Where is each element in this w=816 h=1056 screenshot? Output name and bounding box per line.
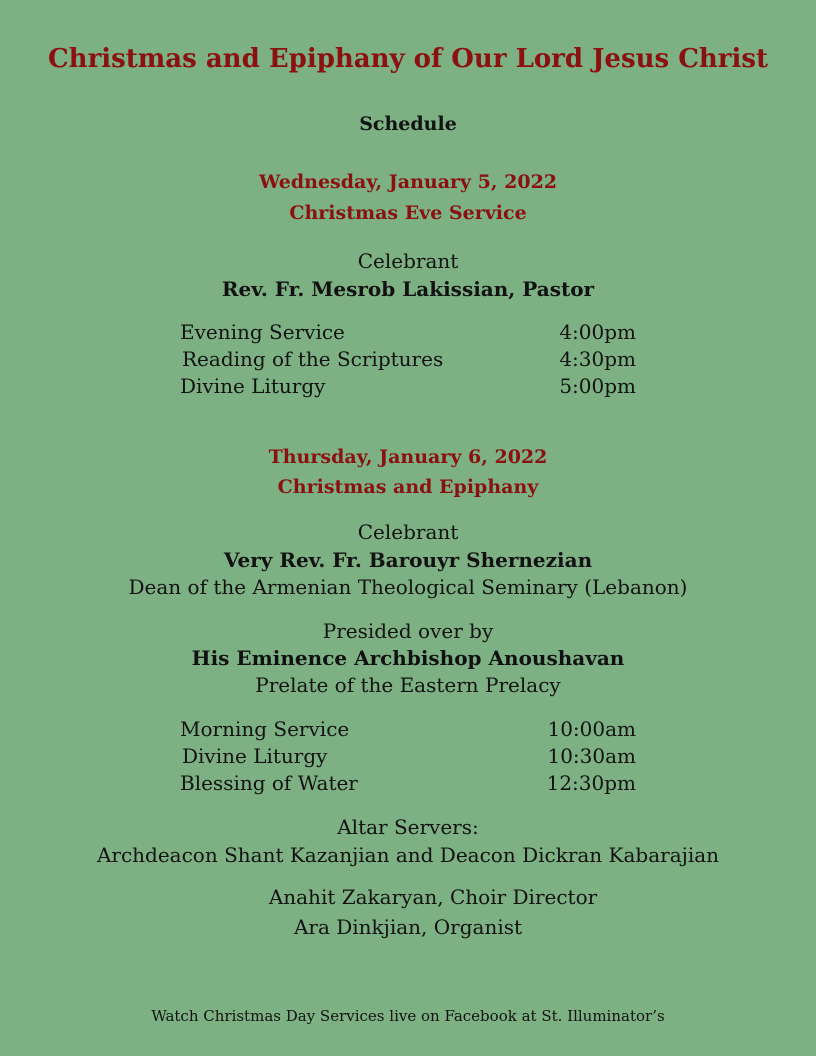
schedule-item-name: Divine Liturgy [182,744,328,768]
day2-celebrant-name: Very Rev. Fr. Barouyr Shernezian [223,548,593,572]
page-title: Christmas and Epiphany of Our Lord Jesus Christ [47,44,769,74]
schedule-item-time: 12:30pm [546,771,636,795]
day1-service-name: Christmas Eve Service [289,202,527,224]
day2-date: Thursday, January 6, 2022 [268,446,548,468]
schedule-item-name: Blessing of Water [180,771,358,795]
schedule-item-time: 10:30am [547,744,636,768]
schedule-item-time: 4:00pm [559,320,636,344]
footer-note: Watch Christmas Day Services live on Facebook at St. Illuminator’s [151,1007,665,1025]
day2-celebrant-title: Dean of the Armenian Theological Seminary (Lebanon) [128,575,688,599]
schedule-item-time: 10:00am [547,717,636,741]
schedule-item-name: Evening Service [180,320,345,344]
altar-servers: Archdeacon Shant Kazanjian and Deacon Dickran Kabarajian [96,843,720,867]
choir-director: Anahit Zakaryan, Choir Director [268,885,598,909]
schedule-item-name: Reading of the Scriptures [182,347,444,371]
organist: Ara Dinkjian, Organist [293,915,523,939]
schedule-item-time: 5:00pm [559,374,636,398]
presided-label: Presided over by [322,619,494,643]
schedule-item-time: 4:30pm [559,347,636,371]
day1-celebrant-name: Rev. Fr. Mesrob Lakissian, Pastor [221,277,595,301]
day2-service-name: Christmas and Epiphany [277,476,539,498]
schedule-item-name: Morning Service [180,717,350,741]
day1-date: Wednesday, January 5, 2022 [258,171,558,193]
schedule-item-name: Divine Liturgy [180,374,326,398]
day2-celebrant-label: Celebrant [357,520,459,544]
altar-servers-label: Altar Servers: [337,815,479,839]
presider-name: His Eminence Archbishop Anoushavan [191,646,625,670]
schedule-heading: Schedule [359,113,457,135]
presider-title: Prelate of the Eastern Prelacy [255,673,561,697]
day1-celebrant-label: Celebrant [357,249,459,273]
